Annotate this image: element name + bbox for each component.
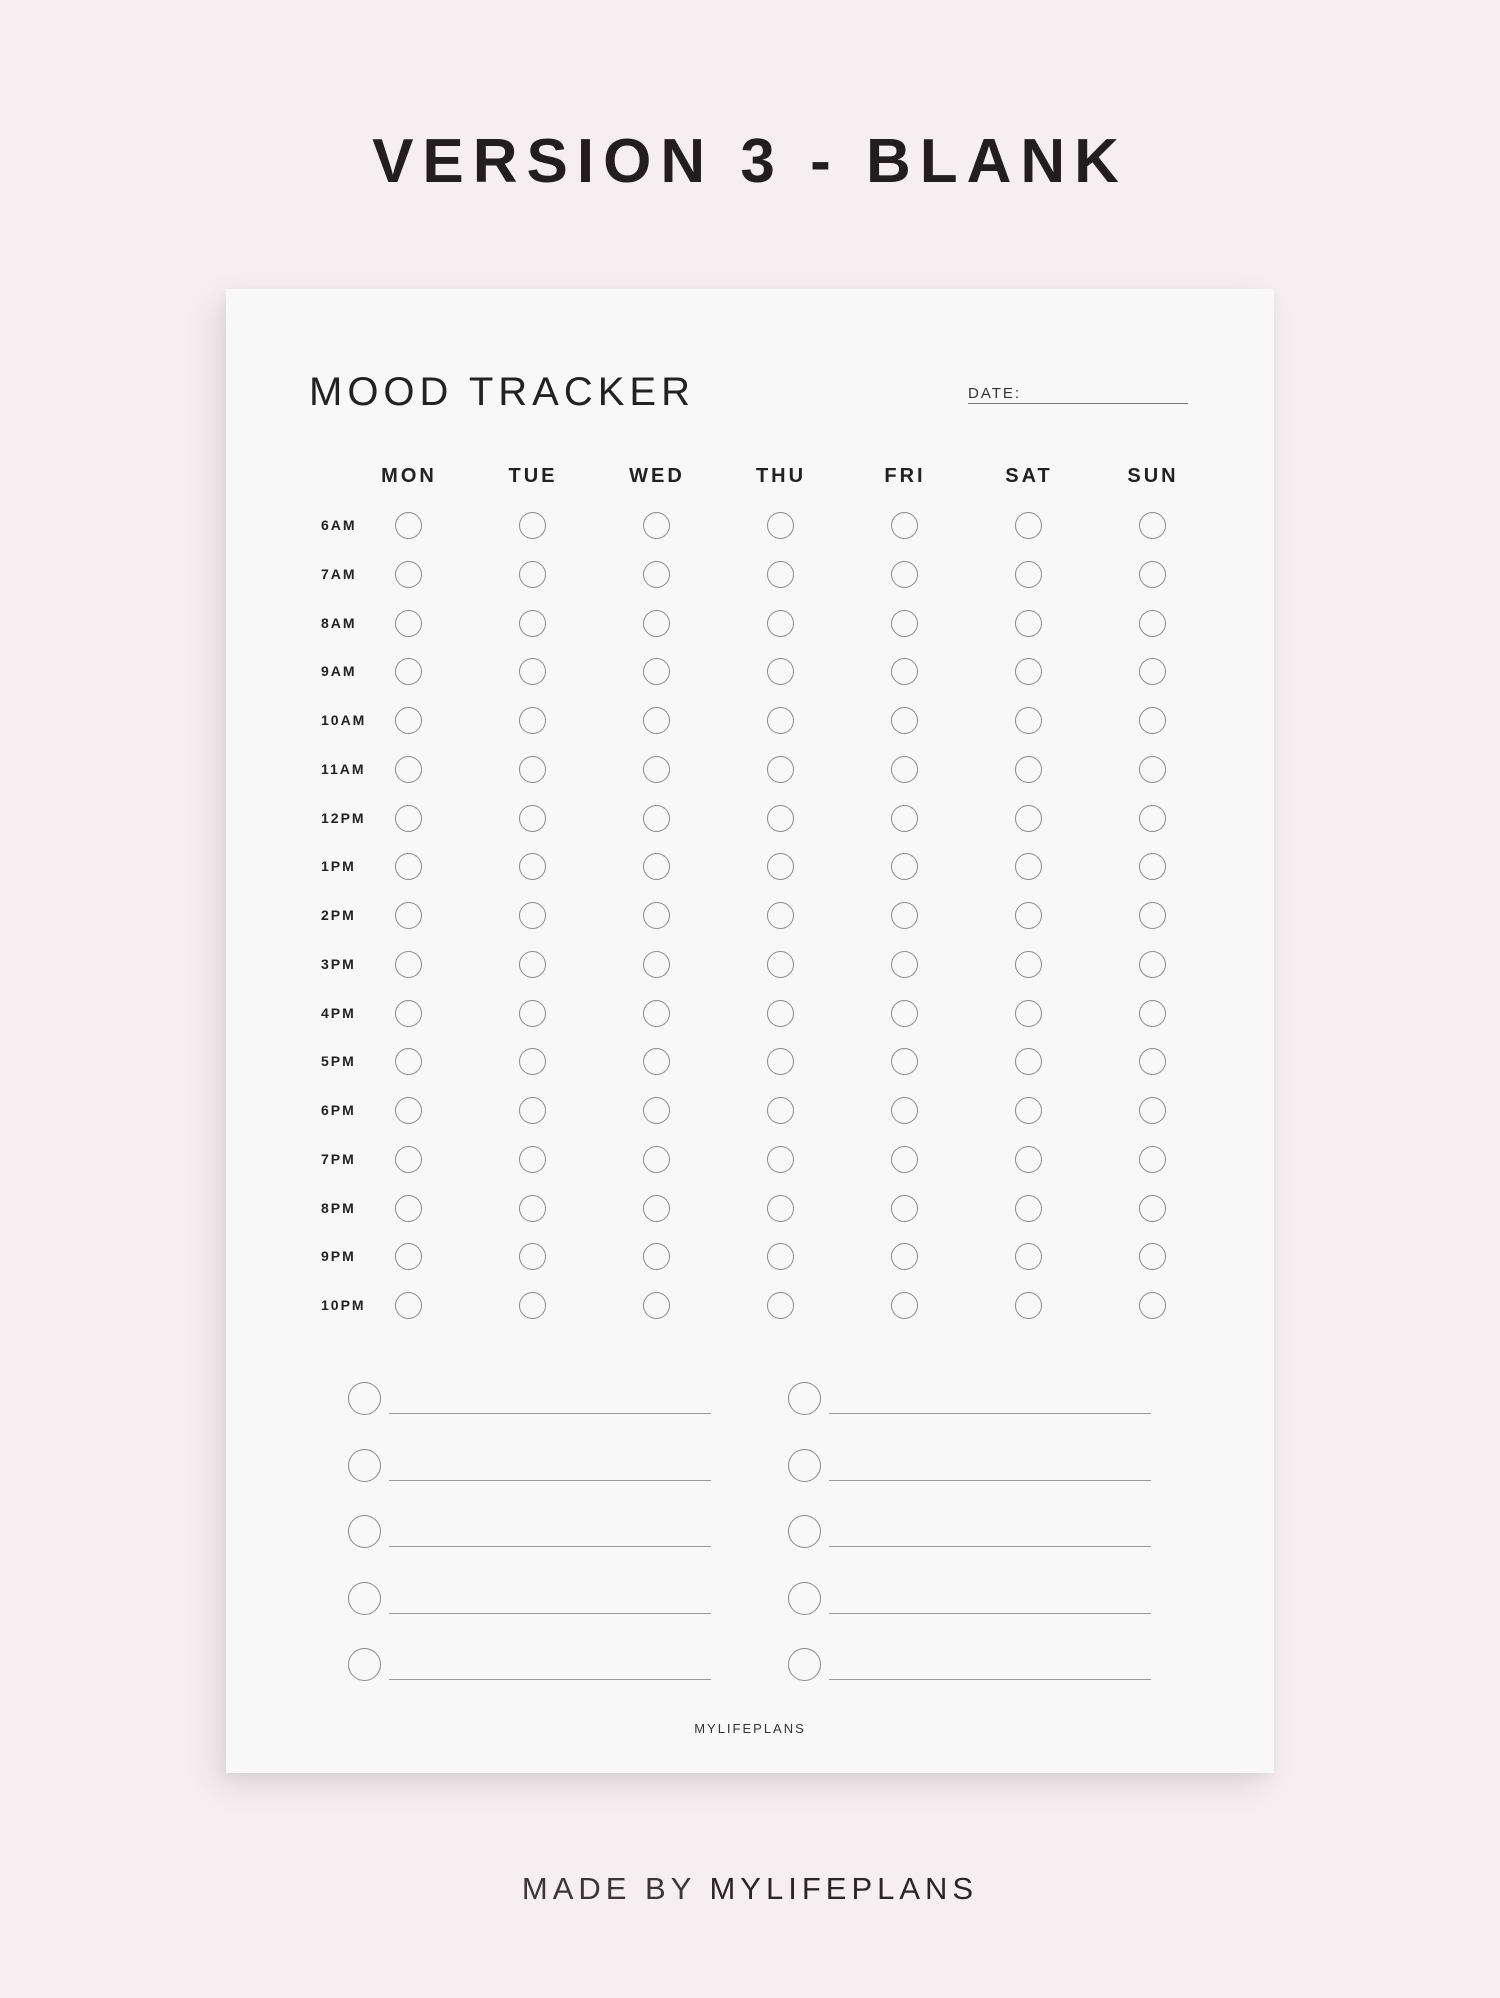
mood-circle[interactable] (395, 707, 422, 734)
mood-circle[interactable] (1015, 610, 1042, 637)
day-header-sun: SUN (1127, 465, 1179, 487)
legend-circle[interactable] (348, 1382, 381, 1415)
mood-circle[interactable] (643, 805, 670, 832)
mood-circle[interactable] (643, 658, 670, 685)
mood-circle[interactable] (643, 1243, 670, 1270)
mood-circle[interactable] (1015, 1146, 1042, 1173)
date-line (968, 403, 1188, 404)
mood-circle[interactable] (1139, 512, 1166, 539)
legend-write-line[interactable] (389, 1679, 711, 1680)
mood-circle[interactable] (395, 1292, 422, 1319)
legend-circle[interactable] (348, 1582, 381, 1615)
sheet-title: MOOD TRACKER (309, 370, 695, 414)
headline: VERSION 3 - BLANK (372, 127, 1128, 196)
mood-circle[interactable] (1139, 1243, 1166, 1270)
time-label-2pm: 2PM (321, 907, 356, 923)
mood-circle[interactable] (1015, 853, 1042, 880)
legend-write-line[interactable] (829, 1546, 1151, 1547)
legend-write-line[interactable] (389, 1413, 711, 1414)
mood-circle[interactable] (1015, 805, 1042, 832)
mood-circle[interactable] (767, 1097, 794, 1124)
mood-circle[interactable] (767, 853, 794, 880)
mood-circle[interactable] (643, 1195, 670, 1222)
mood-circle[interactable] (767, 1292, 794, 1319)
mood-circle[interactable] (891, 610, 918, 637)
time-label-8pm: 8PM (321, 1199, 356, 1216)
time-label-7pm: 7PM (321, 1150, 356, 1167)
legend-write-line[interactable] (829, 1480, 1151, 1481)
mood-circle[interactable] (891, 1048, 918, 1075)
mood-circle[interactable] (395, 561, 422, 588)
mood-circle[interactable] (643, 561, 670, 588)
mood-circle[interactable] (519, 951, 546, 978)
mood-circle[interactable] (891, 853, 918, 880)
mood-circle[interactable] (1015, 1097, 1042, 1124)
mood-circle[interactable] (643, 1146, 670, 1173)
legend-write-line[interactable] (389, 1546, 711, 1547)
mood-circle[interactable] (395, 756, 422, 783)
mood-circle[interactable] (1015, 1292, 1042, 1319)
mood-circle[interactable] (395, 902, 422, 929)
mood-circle[interactable] (891, 707, 918, 734)
mood-circle[interactable] (519, 805, 546, 832)
mood-circle[interactable] (891, 561, 918, 588)
legend-circle[interactable] (788, 1449, 821, 1482)
mood-circle[interactable] (1015, 561, 1042, 588)
mood-circle[interactable] (519, 1243, 546, 1270)
mood-circle[interactable] (519, 1097, 546, 1124)
mood-circle[interactable] (1139, 1000, 1166, 1027)
mood-circle[interactable] (767, 1195, 794, 1222)
mood-circle[interactable] (767, 610, 794, 637)
time-label-7am: 7AM (321, 565, 357, 582)
legend-write-line[interactable] (829, 1413, 1151, 1414)
mood-circle[interactable] (519, 1292, 546, 1319)
mood-circle[interactable] (643, 610, 670, 637)
day-header-fri: FRI (884, 465, 926, 487)
mood-circle[interactable] (1139, 1195, 1166, 1222)
legend-circle[interactable] (348, 1648, 381, 1681)
legend-write-line[interactable] (389, 1613, 711, 1614)
mood-circle[interactable] (519, 756, 546, 783)
mood-circle[interactable] (891, 1097, 918, 1124)
mood-circle[interactable] (1139, 805, 1166, 832)
sheet-footer: MYLIFEPLANS (694, 1721, 806, 1736)
mood-circle[interactable] (519, 1048, 546, 1075)
time-label-6am: 6AM (321, 517, 357, 533)
day-header-tue: TUE (508, 465, 558, 487)
mood-circle[interactable] (643, 1048, 670, 1075)
legend-circle[interactable] (788, 1582, 821, 1615)
time-label-10am: 10AM (321, 712, 367, 728)
mood-circle[interactable] (767, 756, 794, 783)
mood-circle[interactable] (767, 561, 794, 588)
mood-circle[interactable] (891, 512, 918, 539)
legend-circle[interactable] (788, 1382, 821, 1415)
time-label-11am: 11AM (321, 760, 366, 777)
mood-circle[interactable] (767, 902, 794, 929)
mood-circle[interactable] (395, 1048, 422, 1075)
mood-circle[interactable] (1015, 756, 1042, 783)
mood-circle[interactable] (643, 902, 670, 929)
mood-circle[interactable] (891, 1292, 918, 1319)
time-label-10pm: 10PM (321, 1297, 366, 1313)
mood-circle[interactable] (519, 902, 546, 929)
mood-circle[interactable] (767, 805, 794, 832)
mood-circle[interactable] (891, 1000, 918, 1027)
mood-circle[interactable] (643, 1292, 670, 1319)
legend-write-line[interactable] (389, 1480, 711, 1481)
mood-circle[interactable] (891, 902, 918, 929)
mood-circle[interactable] (1139, 902, 1166, 929)
credit-line (0, 1869, 1500, 1909)
mood-circle[interactable] (519, 1146, 546, 1173)
mood-circle[interactable] (395, 1000, 422, 1027)
mood-circle[interactable] (519, 1000, 546, 1027)
date-label: DATE: (968, 385, 1022, 402)
mood-circle[interactable] (395, 951, 422, 978)
mood-circle[interactable] (395, 1195, 422, 1222)
credit-brand: MYLIFEPLANS (709, 1871, 979, 1906)
mood-circle[interactable] (643, 512, 670, 539)
time-label-5pm: 5PM (321, 1053, 356, 1070)
mood-circle[interactable] (891, 658, 918, 685)
time-label-1pm: 1PM (321, 858, 356, 875)
mood-circle[interactable] (891, 805, 918, 832)
credit-prefix: MADE BY (521, 1871, 696, 1906)
mood-circle[interactable] (1015, 951, 1042, 978)
day-header-sat: SAT (1005, 465, 1053, 487)
mood-circle[interactable] (767, 1048, 794, 1075)
mood-circle[interactable] (1139, 707, 1166, 734)
mood-circle[interactable] (1015, 512, 1042, 539)
mood-circle[interactable] (643, 756, 670, 783)
mood-circle[interactable] (519, 658, 546, 685)
time-label-9pm: 9PM (321, 1248, 356, 1265)
mood-circle[interactable] (767, 951, 794, 978)
mood-circle[interactable] (519, 707, 546, 734)
mood-circle[interactable] (767, 512, 794, 539)
mood-circle[interactable] (519, 561, 546, 588)
mood-circle[interactable] (891, 756, 918, 783)
legend-circle[interactable] (788, 1648, 821, 1681)
mood-circle[interactable] (1139, 853, 1166, 880)
mood-circle[interactable] (643, 707, 670, 734)
mood-circle[interactable] (519, 512, 546, 539)
mood-circle[interactable] (395, 1097, 422, 1124)
mood-circle[interactable] (1139, 951, 1166, 978)
mood-circle[interactable] (1015, 1000, 1042, 1027)
mood-tracker-sheet (226, 289, 1274, 1773)
mood-circle[interactable] (1139, 1097, 1166, 1124)
mood-circle[interactable] (1139, 1048, 1166, 1075)
legend-circle[interactable] (788, 1515, 821, 1548)
time-label-4pm: 4PM (321, 1004, 356, 1021)
mood-circle[interactable] (395, 1243, 422, 1270)
mood-circle[interactable] (891, 1195, 918, 1222)
mood-circle[interactable] (643, 853, 670, 880)
mood-circle[interactable] (1139, 756, 1166, 783)
mood-circle[interactable] (767, 1243, 794, 1270)
mood-circle[interactable] (767, 1146, 794, 1173)
mood-circle[interactable] (767, 1000, 794, 1027)
mood-circle[interactable] (767, 707, 794, 734)
time-label-9am: 9AM (321, 663, 357, 680)
mood-circle[interactable] (519, 853, 546, 880)
mood-circle[interactable] (1139, 610, 1166, 637)
mood-circle[interactable] (395, 512, 422, 539)
mood-circle[interactable] (1139, 561, 1166, 588)
mood-circle[interactable] (395, 853, 422, 880)
legend-write-line[interactable] (829, 1679, 1151, 1680)
legend-circle[interactable] (348, 1449, 381, 1482)
time-label-3pm: 3PM (321, 955, 356, 972)
time-label-6pm: 6PM (321, 1102, 356, 1118)
mood-circle[interactable] (1015, 902, 1042, 929)
mood-circle[interactable] (643, 951, 670, 978)
mood-circle[interactable] (643, 1000, 670, 1027)
legend-circle[interactable] (348, 1515, 381, 1548)
mood-circle[interactable] (767, 658, 794, 685)
mood-circle[interactable] (395, 610, 422, 637)
mood-circle[interactable] (395, 805, 422, 832)
mood-circle[interactable] (1015, 1048, 1042, 1075)
mood-circle[interactable] (891, 1243, 918, 1270)
mood-circle[interactable] (1015, 1243, 1042, 1270)
mood-circle[interactable] (1139, 1146, 1166, 1173)
mood-circle[interactable] (891, 951, 918, 978)
legend-write-line[interactable] (829, 1613, 1151, 1614)
mood-circle[interactable] (395, 658, 422, 685)
mood-circle[interactable] (1015, 707, 1042, 734)
mood-circle[interactable] (519, 610, 546, 637)
day-header-wed: WED (629, 465, 685, 487)
mood-circle[interactable] (891, 1146, 918, 1173)
mood-circle[interactable] (519, 1195, 546, 1222)
mood-circle[interactable] (1015, 658, 1042, 685)
mood-circle[interactable] (1139, 658, 1166, 685)
mood-circle[interactable] (395, 1146, 422, 1173)
mood-circle[interactable] (1015, 1195, 1042, 1222)
time-label-12pm: 12PM (321, 809, 366, 826)
time-label-8am: 8AM (321, 614, 357, 631)
mood-circle[interactable] (1139, 1292, 1166, 1319)
day-header-mon: MON (381, 465, 437, 487)
day-header-thu: THU (755, 465, 807, 487)
mood-circle[interactable] (643, 1097, 670, 1124)
